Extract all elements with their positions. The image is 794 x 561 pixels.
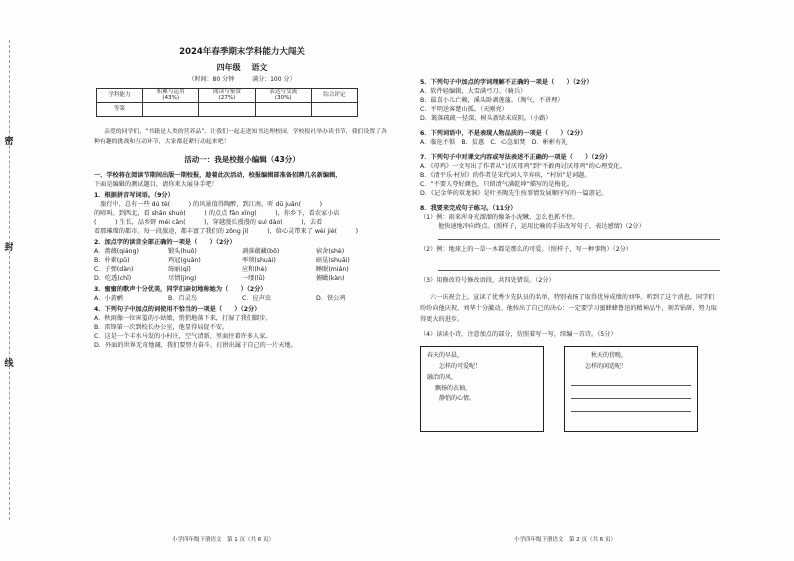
question-1-title: 1．根据拼音写词语。（9分） [94, 191, 174, 199]
exam-meta: （时间：80 分钟 满分：100 分） [188, 75, 296, 83]
question-4-option-a: A．秋雨像一位害羞的小姑娘，悄悄地落下来，打湿了我们脚步。 [94, 314, 272, 322]
question-7-option-d: D．《记金华的双龙洞》是叶圣陶先生按事情发展顺序写的一篇游记。 [420, 189, 608, 197]
binding-mark-line: 线 [4, 359, 14, 369]
poem-line: 怎样的可爱呢！ [439, 362, 482, 370]
poem-boxes [420, 346, 720, 432]
poem-line: 飘扬的衣袖， [435, 384, 472, 392]
option: 宿舍(shè) [316, 247, 345, 255]
page-2 [420, 79, 720, 432]
score-header-cell: 阅读与鉴赏 (27%) [199, 88, 255, 102]
poem-spring-box [420, 346, 544, 432]
question-1-line-2: 的啼叫。到西北，看 shān shuò( ) 的点点 fān xīng( )，你乡下，看农家小店 [94, 209, 340, 217]
question-2-title: 2．加点字的读音全部正确的一项是（ ）（2分） [94, 238, 236, 246]
option: 锻头(huǒ) [168, 247, 197, 255]
question-8-3: （3）用修改符号修改语段，共四处错误。（2分） [420, 276, 555, 284]
option: 剥落蕴藏(bō) [242, 247, 280, 255]
option: 一缕(lǚ) [242, 274, 265, 282]
score-cell[interactable] [255, 103, 311, 117]
answer-line[interactable] [438, 232, 720, 240]
question-7-option-b: B．《清平乐·村居》的作者是宋代词人辛弃疾，“村居”是词题。 [420, 171, 591, 179]
score-row-label: 等第 [97, 103, 143, 117]
poem-line: 怎样的闲适呢！ [585, 362, 628, 370]
question-1-line-3: ( ) 生长，品乡野 méi cān( )，穿越漫长漫漫的 suì dào( )，去看 [94, 218, 323, 226]
question-3-options [94, 295, 390, 304]
question-8-1-sentence: 他快速地冲向终点。(照样子，运用比喻的手法改写句子，表达感情)（2分） [438, 222, 645, 230]
poem-line: 静悄的心情。 [439, 395, 476, 403]
binding-line [9, 40, 10, 520]
option: 鸡冠(guān) [168, 256, 201, 264]
page-2-footer: 小学四年级下册语文 第 2 页（共 6 页） [514, 537, 616, 543]
poem-blank-line[interactable] [571, 403, 691, 412]
score-cell[interactable] [311, 103, 357, 117]
option: A．小黄鹂 [94, 294, 123, 302]
question-8-4: （4）读读小诗，注意加点的部分，仿照着写一写，续编一首诗。（5分） [420, 331, 617, 339]
poem-autumn-box [564, 346, 698, 432]
poem-blank-line[interactable] [571, 377, 691, 386]
question-7-option-a: A．《母鸡》一文写出了作者从“讨厌母鸡”到“不敢再讨厌母鸡”的心理变化。 [420, 162, 626, 170]
option: A．蔷薇(qiáng) [94, 247, 139, 255]
question-8-2: （2）例：地球上的一草一木都是那么的可爱。（照样子，写一种事物）（2分） [420, 245, 633, 253]
question-5-option-d: D．篱落疏疏一径深，树头新绿未成阴。（小路） [420, 114, 552, 122]
page-1-footer: 小学四年级下册语文 第 1 页（共 6 页） [172, 537, 274, 543]
question-5-option-b: B．最喜小儿亡赖，溪头卧剥莲蓬。（淘气、不讲理） [420, 96, 564, 104]
option: 尽情(jìng) [168, 274, 197, 282]
grade-label: 四年级 [216, 63, 241, 73]
section-context: 下面是编辑的测试题目，请你来大展身手吧！ [94, 180, 218, 188]
question-8-1: （1）例：雨来浑身光溜溜的像条小泥鳅，怎么也抓不住。 [420, 213, 579, 221]
score-header-cell: 积累与运用 (43%) [143, 88, 199, 102]
poem-blank-line[interactable] [571, 390, 691, 399]
option: B．百灵鸟 [168, 294, 197, 302]
poem-line: 秋天的傍晚， [591, 352, 628, 360]
question-3-title: 3．蜜蜜的歌声十分优美，同学们亲切地称她为（ ）（2分） [94, 285, 267, 293]
question-5-option-c: C．平明送客楚山孤。（天刚亮） [420, 105, 508, 113]
question-1-line-4: 看那璀璨的都市。每一段旅途，都丰富了我们的 zōng jì( )，给心灵带来了 wèi jiè( ) [94, 227, 359, 235]
option: B．朴素(pǔ) [94, 256, 130, 264]
answer-line[interactable] [438, 263, 720, 271]
question-4-title: 4．下列句子中加点的词使用不恰当的一项是（ ）（2分） [94, 305, 261, 313]
question-7-option-c: C．“不要人夸好颜色，只留清气满乾坤”描写的是梅花。 [420, 180, 574, 188]
section-heading: 一、学校将在阅读节期间出版一期校报，趁着此次活动，校报编辑部准备招聘几名新编辑， [94, 171, 342, 179]
score-header-row [97, 88, 358, 102]
question-5-option-a: A．软件轻编辑，大雪满弓刀。（骑兵） [420, 87, 527, 95]
score-grade-row [97, 103, 358, 117]
exam-title: 2024年春季期末学科能力大闯关 [179, 47, 305, 57]
score-header-cell: 学科能力 [97, 88, 143, 102]
score-cell[interactable] [143, 103, 199, 117]
question-6-title: 6．下列词语中，不是表现人物品质的一项是（ ）（2分） [420, 129, 587, 137]
subject-label: 语文 [251, 63, 268, 73]
question-6-options: A．临危不惧 B．贫惠 C．心急如焚 D．彬彬有礼 [420, 138, 568, 146]
activity-heading: 活动一：我是校报小编辑（43分） [184, 155, 300, 165]
question-8-title: 8．我要来完成句子练习。（11分） [420, 204, 517, 212]
question-2-options [94, 248, 390, 257]
exam-grade [94, 62, 390, 74]
option: D．吃透(chī) [94, 274, 132, 282]
question-2-options [94, 257, 390, 266]
score-header-cell: 综合评定 [311, 88, 357, 102]
binding-mark-close: 封 [4, 243, 14, 253]
score-cell[interactable] [199, 103, 255, 117]
option: 睡眠(mián) [316, 265, 349, 273]
question-2-options [94, 266, 390, 275]
score-table [96, 88, 358, 117]
poem-line: 融冶的风， [427, 373, 458, 381]
option: D．铁公鸡 [316, 294, 346, 302]
question-2-options [94, 275, 390, 284]
question-4-option-c: C．这是一个丰水马发的小村庄，空气清新，里面住着许多人家。 [94, 332, 272, 340]
option: 暗晃(shuāi) [316, 256, 350, 264]
option: 率领(shuài) [242, 256, 276, 264]
question-1-line-1: 旅行中，总有一些 dú tè( ) 的风景值得陶醉，到江南，听 dū juān( ) [94, 200, 323, 208]
option: C．应声虫 [242, 294, 272, 302]
binding-mark-seal: 密 [4, 137, 14, 147]
poem-line: 春天的早晨， [427, 352, 464, 360]
question-7-title: 7．下列句子中对课文内容或写法表述不正确的一项是（ ）（2分） [420, 153, 612, 161]
option: C．子弹(dàn) [94, 265, 134, 273]
option: 应和(hè) [242, 265, 267, 273]
score-header-cell: 表达与交流 (30%) [255, 88, 311, 102]
option: 俯瞰(kàn) [316, 274, 345, 282]
option: 绮丽(qǐ) [168, 265, 191, 273]
question-4-option-d: D．外面的世界无奇地阔，我们要努力奋斗，打拼出属于自己的一片天地。 [94, 341, 297, 349]
question-4-option-b: B．雷锋第一次到校长办公室，他显得局促不安。 [94, 323, 229, 331]
question-5-title: 5．下列句子中加点的字词理解不正确的一项是（ ）（2分） [420, 79, 593, 86]
intro-paragraph: 亲爱的同学们，“书籍是人类的营养品”。让我们一起走进知书达理校园，学校报社举办读书节，我们设置了各种有趣的挑战和互动环节，大家都赶紧行动起来吧！ [94, 129, 387, 146]
page-1 [94, 46, 390, 351]
question-8-3-passage: 六一庆祝会上，宣读了优秀少先队员的名单，特别表扬了取得优异成绩的刘华。听到了这个消息，同学们纷纷向他庆祝，刘华十分激动。他按出了自己的决心：一定要学习蜜蜂蜂鲁迅的精神品牛，刻苦钻研，努力取得更大的进步。 [420, 293, 717, 324]
